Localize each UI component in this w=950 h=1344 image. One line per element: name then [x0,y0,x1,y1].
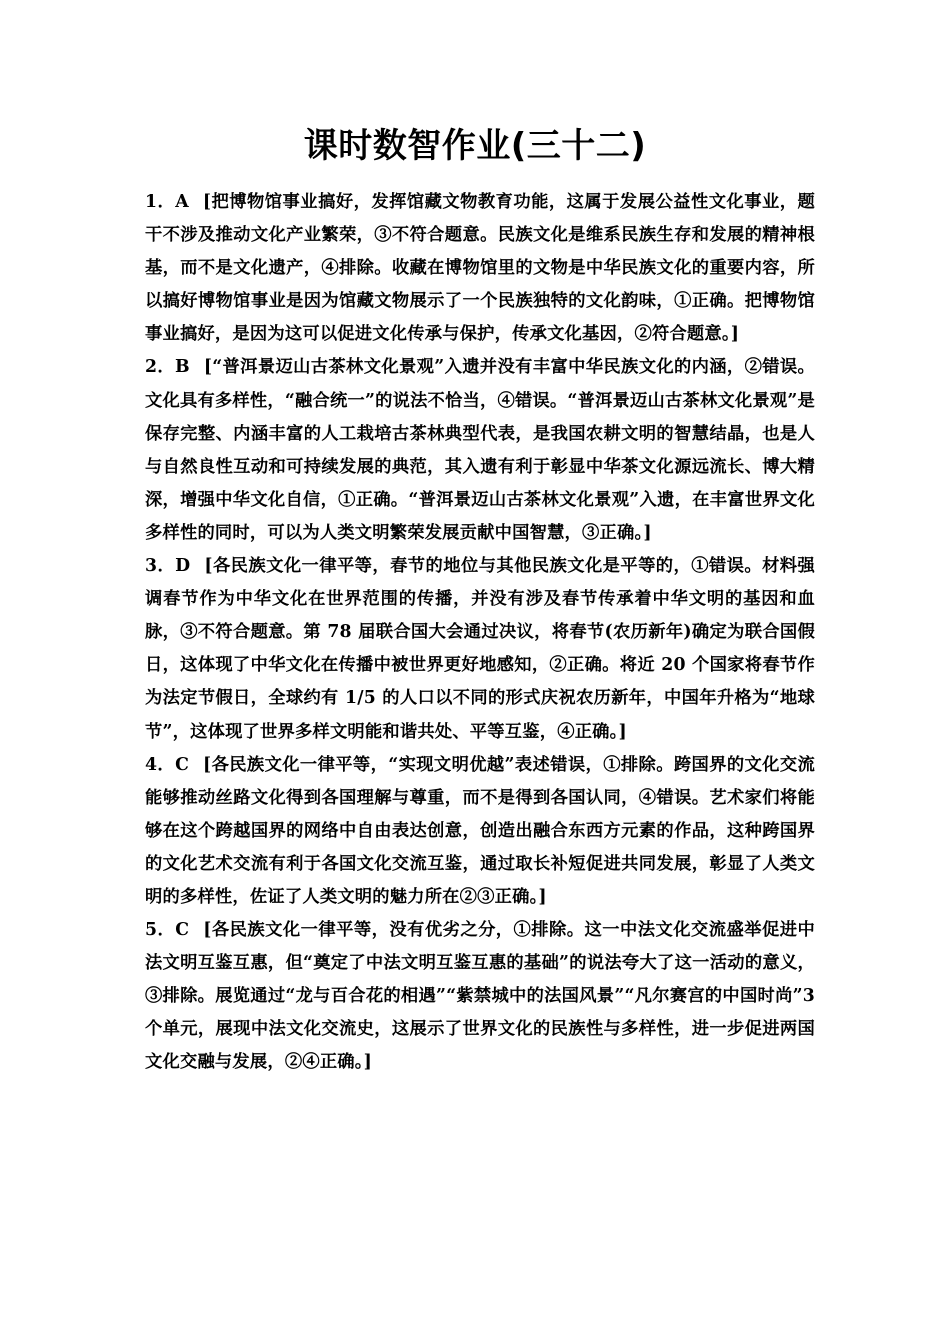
answer-explanation: [“普洱景迈山古茶林文化景观”入遗并没有丰富中华民族文化的内涵，②错误。文化具有多样性，“融合统一”的说法不恰当，④错误。“普洱景迈山古茶林文化景观”是保存完整、内涵丰富的人工栽培古茶林典型代表，是我国农耕文明的智慧结晶，也是人与自然良性互动和可持续发展的典范，其入遗有利于彰显中华茶文化源远流长、博大精深，增强中华文化自信，①正确。“普洱景迈山古茶林文化景观”入遗，在丰富世界文化多样性的同时，可以为人类文明繁荣发展贡献中国智慧，③正确。] [145,357,815,543]
answer-explanation: [把博物馆事业搞好，发挥馆藏文物教育功能，这属于发展公益性文化事业，题干不涉及推动文化产业繁荣，③不符合题意。民族文化是维系民族生存和发展的精神根基，而不是文化遗产，④排除。收藏在博物馆里的文物是中华民族文化的重要内容，所以搞好博物馆事业是因为馆藏文物展示了一个民族独特的文化韵味，①正确。把博物馆事业搞好，是因为这可以促进文化传承与保护，传承文化基因，②符合题意。] [145,192,815,345]
answer-choice: C [175,920,190,941]
answer-choice: D [175,556,191,577]
answer-number: 4． [145,754,176,775]
answer-number: 3． [145,556,176,577]
answer-item-4 [145,749,815,914]
answer-item-3 [145,550,815,749]
answer-number: 5． [145,920,176,941]
answer-item-1 [145,186,815,351]
answer-choice: C [175,754,190,775]
answer-item-2 [145,351,815,550]
answer-explanation: [各民族文化一律平等，没有优劣之分，①排除。这一中法文化交流盛举促进中法文明互鉴互惠，但“奠定了中法文明互鉴互惠的基础”的说法夸大了这一活动的意义，③排除。展览通过“龙与百合花的相遇”“紫禁城中的法国风景”“凡尔赛宫的中国时尚”3 个单元，展现中法文化交流史，这展示了世界文化的民族性与多样性，进一步促进两国文化交融与发展，②④正确。] [145,920,815,1073]
page-title: 课时数智作业(三十二) [303,126,647,166]
answer-item-5 [145,914,815,1079]
answer-number: 1． [145,192,176,212]
answer-explanation: [各民族文化一律平等，“实现文明优越”表述错误，①排除。跨国界的文化交流能够推动丝路文化得到各国理解与尊重，而不是得到各国认同，④错误。艺术家们将能够在这个跨越国界的网络中自由表达创意，创造出融合东西方元素的作品，这种跨国界的文化艺术交流有利于各国文化交流互鉴，通过取长补短促进共同发展，彰显了人类文明的多样性，佐证了人类文明的魅力所在②③正确。] [145,754,815,907]
answer-choice: A [175,192,189,212]
answer-choice: B [175,357,190,378]
answer-number: 2． [145,357,176,378]
answer-explanation: [各民族文化一律平等，春节的地位与其他民族文化是平等的，①错误。材料强调春节作为中华文化在世界范围的传播，并没有涉及春节传承着中华文明的基因和血脉，③不符合题意。第 78 届联合国大会通过决议，将春节(农历新年)确定为联合国假日，这体现了中华文化在传播中被世界更好地感知，②正确。将近 20 个国家将春节作为法定节假日，全球约有 1/5 的人口以不同的形式庆祝农历新年，中国年升格为“地球节”，这体现了世界多样文明能和谐共处、平等互鉴，④正确。] [145,556,815,742]
answer-list [145,186,815,1080]
